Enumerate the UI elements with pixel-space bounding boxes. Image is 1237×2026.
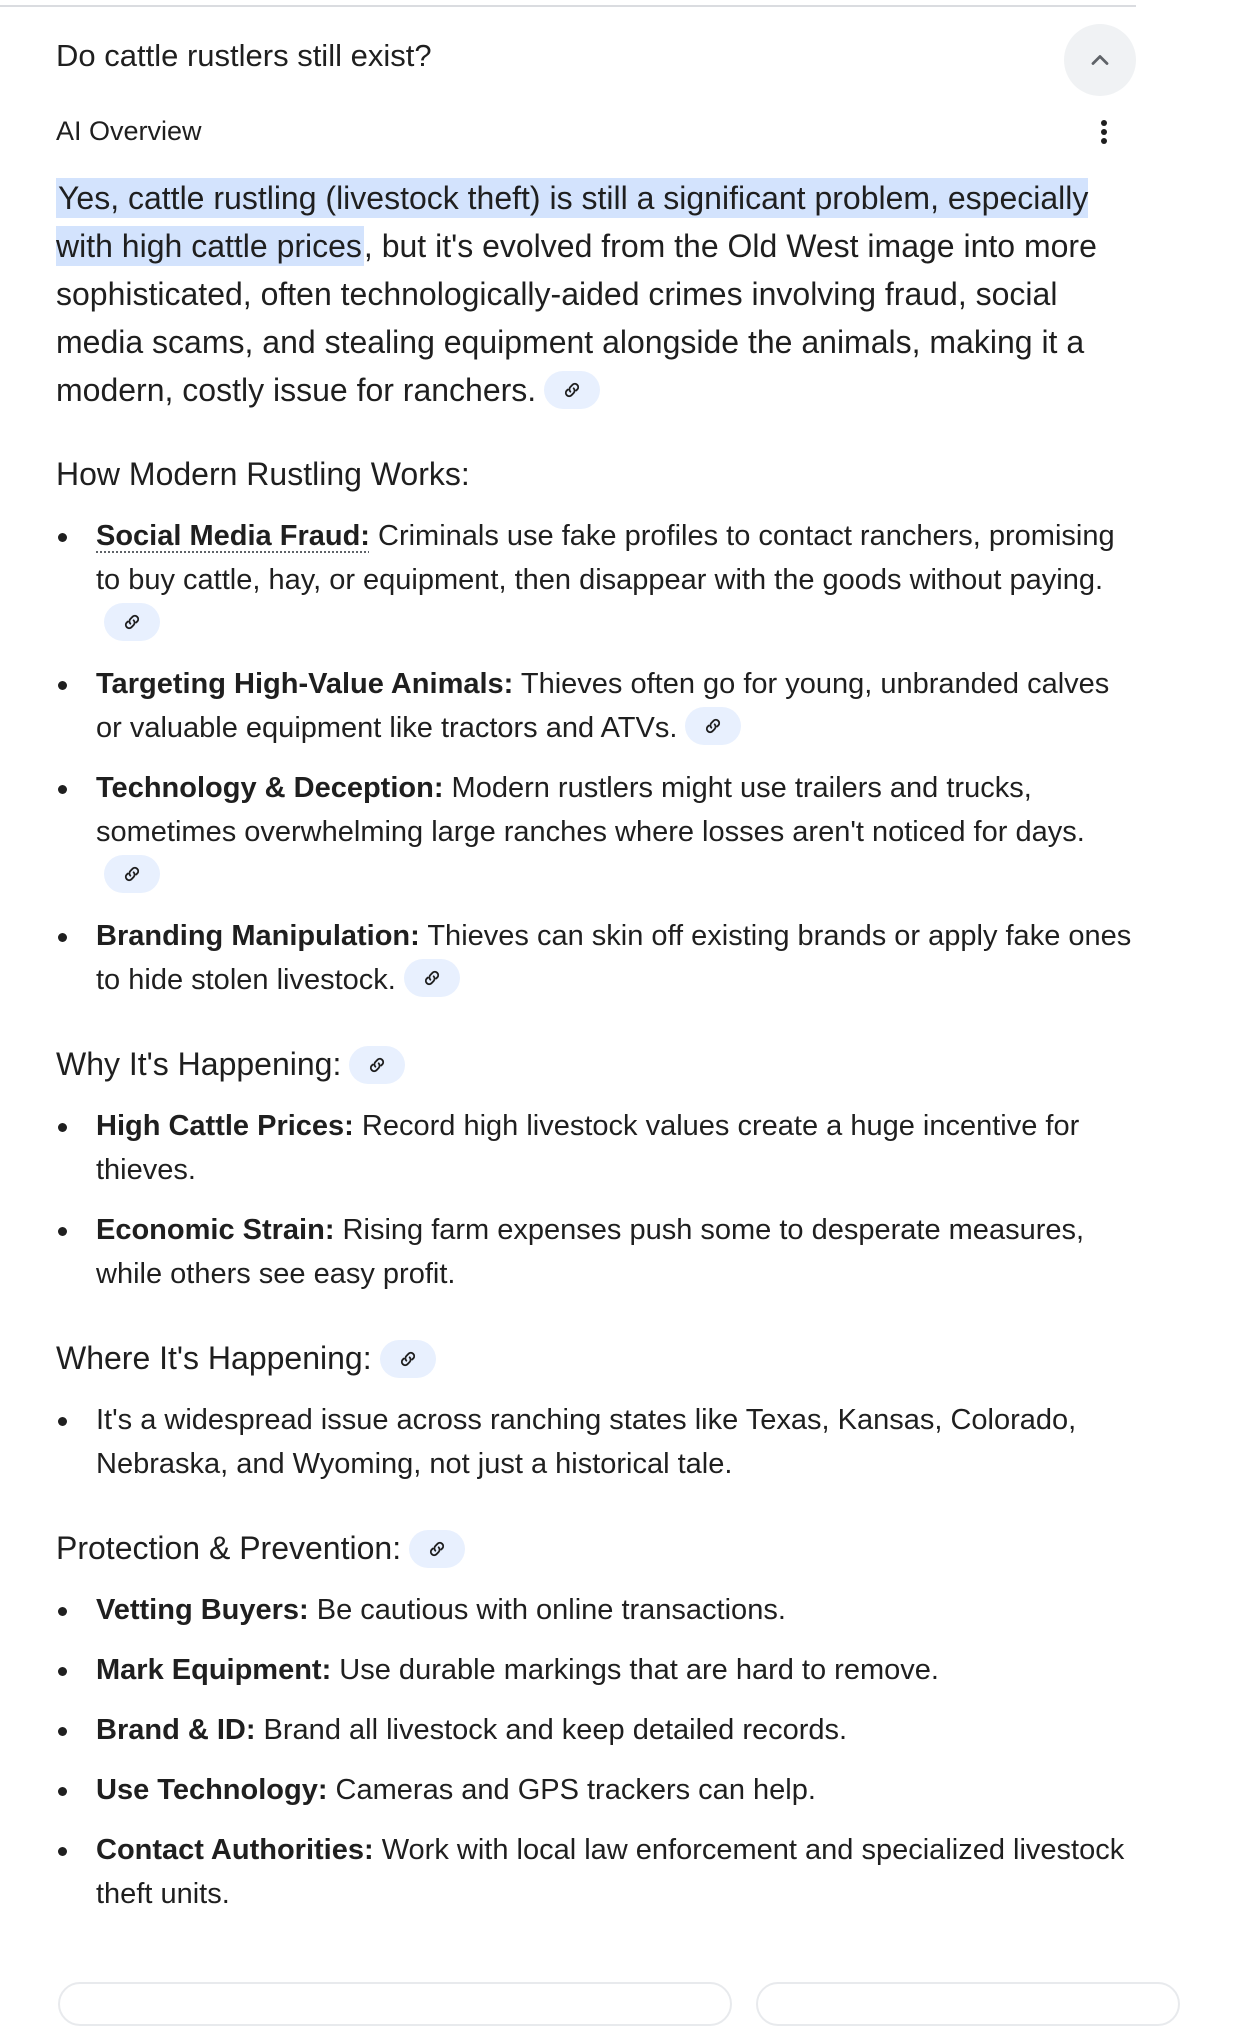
section-title-how: How Modern Rustling Works: xyxy=(56,456,470,492)
list-how xyxy=(56,514,1136,1002)
chevron-up-icon xyxy=(1086,46,1114,74)
more-options-button[interactable] xyxy=(1088,112,1120,152)
intro-paragraph xyxy=(56,174,1136,414)
link-icon xyxy=(422,968,442,988)
link-icon xyxy=(122,612,142,632)
question-header[interactable] xyxy=(56,24,1136,96)
list-item: It's a widespread issue across ranching states like Texas, Kansas, Colorado, Nebraska, and Wyoming, not just a historical tale. xyxy=(56,1398,1136,1486)
list-item: Use Technology: Cameras and GPS trackers can help. xyxy=(56,1768,1136,1812)
intro-rest: , but it's evolved from the Old West image into more sophisticated, often technologically-aided crimes involving fraud, social media scams, and stealing equipment alongside the animals, making it a modern, costly issue for ranchers. xyxy=(56,228,1097,408)
section-title-protect: Protection & Prevention: xyxy=(56,1530,402,1566)
source-link-chip[interactable] xyxy=(349,1046,405,1084)
list-item: Branding Manipulation: Thieves can skin off existing brands or apply fake ones to hide stolen livestock. xyxy=(56,914,1136,1002)
link-icon xyxy=(703,716,723,736)
source-link-chip[interactable] xyxy=(104,855,160,893)
list-protect xyxy=(56,1588,1136,1916)
ai-overview-header xyxy=(56,112,1136,152)
link-icon xyxy=(562,380,582,400)
collapse-button[interactable] xyxy=(1064,24,1136,96)
top-divider xyxy=(0,5,1136,7)
source-link-chip[interactable] xyxy=(404,959,460,997)
source-card[interactable] xyxy=(756,1982,1180,2026)
section-heading-why xyxy=(56,1042,1136,1086)
source-link-chip[interactable] xyxy=(409,1530,465,1568)
section-heading-where xyxy=(56,1336,1136,1380)
source-card[interactable] xyxy=(58,1982,732,2026)
source-link-chip[interactable] xyxy=(380,1340,436,1378)
source-link-chip[interactable] xyxy=(544,371,600,409)
list-item: Technology & Deception: Modern rustlers might use trailers and trucks, sometimes overwhelming large ranches where losses aren't noticed for days. xyxy=(56,766,1136,898)
link-icon xyxy=(367,1055,387,1075)
source-link-chip[interactable] xyxy=(104,603,160,641)
ai-overview-label: AI Overview xyxy=(56,116,202,146)
section-title-why: Why It's Happening: xyxy=(56,1046,342,1082)
list-item: High Cattle Prices: Record high livestock values create a huge incentive for thieves. xyxy=(56,1104,1136,1192)
source-link-chip[interactable] xyxy=(685,707,741,745)
section-title-where: Where It's Happening: xyxy=(56,1340,372,1376)
list-item: Social Media Fraud: Criminals use fake profiles to contact ranchers, promising to buy cattle, hay, or equipment, then disappear with the goods without paying. xyxy=(56,514,1136,646)
more-vert-icon xyxy=(1099,118,1109,146)
section-heading-protect xyxy=(56,1526,1136,1570)
link-icon xyxy=(122,864,142,884)
list-item: Economic Strain: Rising farm expenses push some to desperate measures, while others see easy profit. xyxy=(56,1208,1136,1296)
highlighted-answer: Yes, cattle rustling (livestock theft) is still a significant problem, especially with high cattle prices xyxy=(56,180,1089,264)
list-where xyxy=(56,1398,1136,1486)
list-item: Targeting High-Value Animals: Thieves often go for young, unbranded calves or valuable equipment like tractors and ATVs. xyxy=(56,662,1136,750)
list-item: Vetting Buyers: Be cautious with online transactions. xyxy=(56,1588,1136,1632)
list-item: Contact Authorities: Work with local law enforcement and specialized livestock theft units. xyxy=(56,1828,1136,1916)
ai-overview-content xyxy=(56,174,1136,1932)
term-link[interactable]: Social Media Fraud: xyxy=(96,520,370,552)
list-why xyxy=(56,1104,1136,1296)
list-item: Mark Equipment: Use durable markings that are hard to remove. xyxy=(56,1648,1136,1692)
link-icon xyxy=(398,1349,418,1369)
link-icon xyxy=(427,1539,447,1559)
question-text: Do cattle rustlers still exist? xyxy=(56,38,432,73)
list-item: Brand & ID: Brand all livestock and keep detailed records. xyxy=(56,1708,1136,1752)
